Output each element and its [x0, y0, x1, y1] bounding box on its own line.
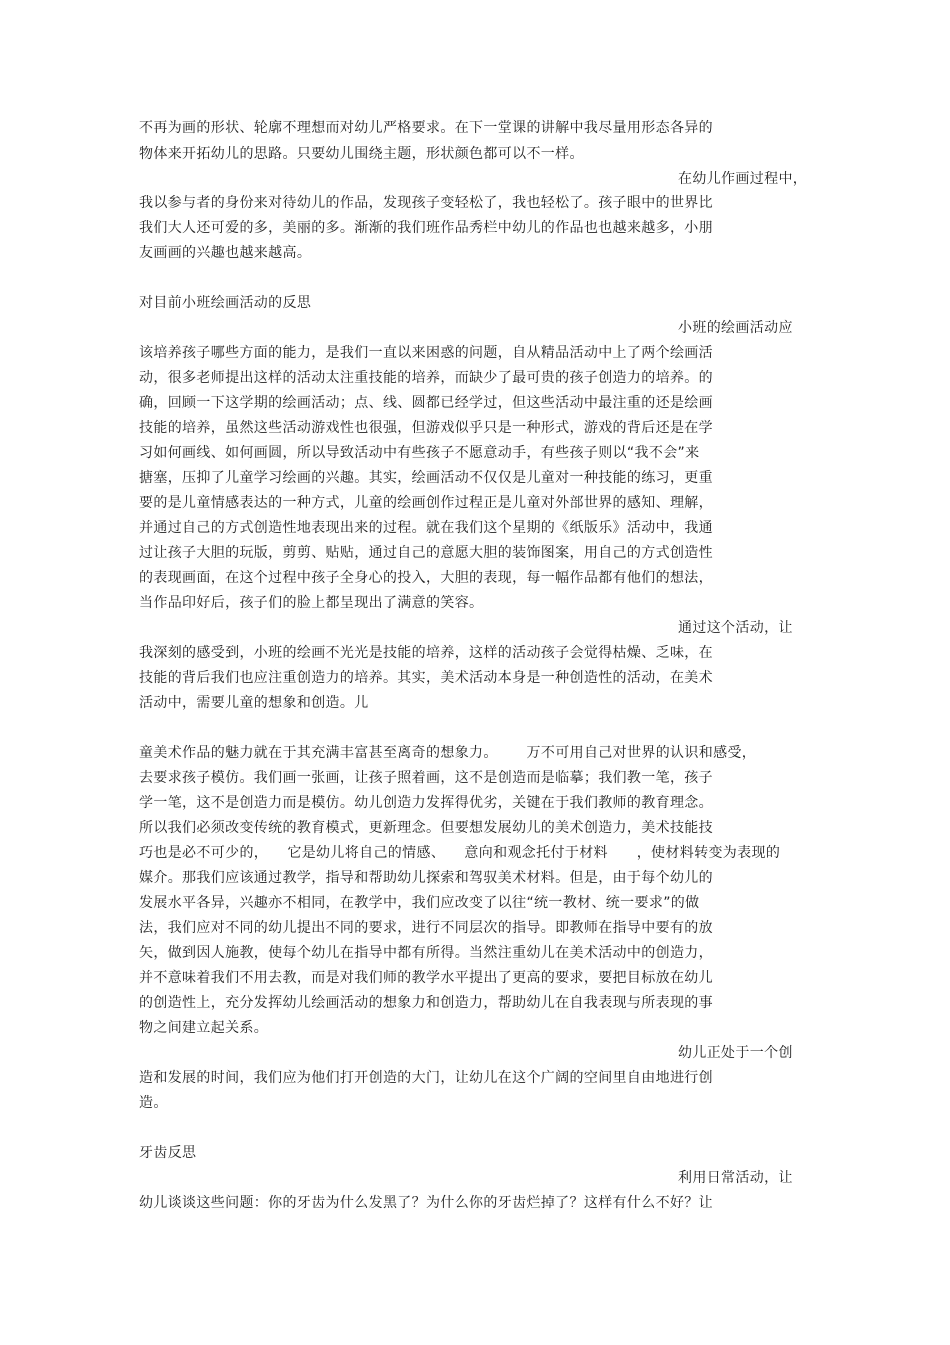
text-line: 活动中，需要儿童的想象和创造。儿	[139, 695, 369, 711]
text-line: 当作品印好后，孩子们的脸上都呈现出了满意的笑容。	[139, 595, 484, 611]
text-line: 不再为画的形状、轮廓不理想而对幼儿严格要求。在下一堂课的讲解中我尽量用形态各异的	[139, 120, 713, 136]
text-line: 确，回顾一下这学期的绘画活动；点、线、圆都已经学过，但这些活动中最注重的还是绘画	[139, 395, 713, 411]
text-line: 并通过自己的方式创造性地表现出来的过程。就在我们这个星期的《纸版乐》活动中，我通	[139, 520, 713, 536]
text-line: 我深刻的感受到，小班的绘画不光光是技能的培养，这样的活动孩子会觉得枯燥、乏味，在	[139, 645, 713, 661]
text-line: 友画画的兴趣也越来越高。	[139, 245, 312, 261]
text-line: 幼儿谈谈这些问题：你的牙齿为什么发黑了？为什么你的牙齿烂掉了？这样有什么不好？让	[139, 1195, 713, 1211]
text-line: 幼儿正处于一个创	[678, 1045, 793, 1061]
section-heading: 牙齿反思	[139, 1145, 197, 1161]
text-line: 要的是儿童情感表达的一种方式，儿童的绘画创作过程正是儿童对外部世界的感知、理解，	[139, 495, 713, 511]
text-line: 去要求孩子模仿。我们画一张画，让孩子照着画，这不是创造而是临摹；我们教一笔，孩子	[139, 770, 713, 786]
text-line: 动，很多老师提出这样的活动太注重技能的培养，而缺少了最可贵的孩子创造力的培养。的	[139, 370, 713, 386]
text-line: 通过这个活动，让	[678, 620, 793, 636]
text-line: 发展水平各异，兴趣亦不相同，在教学中，我们应改变了以往“统一教材、统一要求”的做	[139, 895, 700, 911]
section-heading: 对目前小班绘画活动的反思	[139, 295, 312, 311]
text-line: 过让孩子大胆的玩版，剪剪、贴贴，通过自己的意愿大胆的装饰图案，用自己的方式创造性	[139, 545, 713, 561]
text-line: 并不意味着我们不用去教，而是对我们师的教学水平提出了更高的要求，要把目标放在幼儿	[139, 970, 713, 986]
text-line: 技能的培养，虽然这些活动游戏性也很强，但游戏似乎只是一种形式，游戏的背后还是在学	[139, 420, 713, 436]
text-line: 造和发展的时间，我们应为他们打开创造的大门，让幼儿在这个广阔的空间里自由地进行创	[139, 1070, 713, 1086]
text-line: 技能的背后我们也应注重创造力的培养。其实，美术活动本身是一种创造性的活动，在美术	[139, 670, 713, 686]
text-line: 所以我们必须改变传统的教育模式，更新理念。但要想发展幼儿的美术创造力，美术技能技	[139, 820, 713, 836]
text-line: 的创造性上，充分发挥幼儿绘画活动的想象力和创造力，帮助幼儿在自我表现与所表现的事	[139, 995, 713, 1011]
text-line: 在幼儿作画过程中，	[678, 171, 808, 187]
text-line: 矢，做到因人施教，使每个幼儿在指导中都有所得。当然注重幼儿在美术活动中的创造力，	[139, 945, 713, 961]
text-line: 物之间建立起关系。	[139, 1020, 269, 1036]
text-line: 法，我们应对不同的幼儿提出不同的要求，进行不同层次的指导。即教师在指导中要有的放	[139, 920, 713, 936]
text-line: 学一笔，这不是创造力而是模仿。幼儿创造力发挥得优劣，关键在于我们教师的教育理念。	[139, 795, 713, 811]
text-line: 小班的绘画活动应	[678, 320, 793, 336]
text-line: 巧也是必不可少的， 它是幼儿将自己的情感、 意向和观念托付于材料 ，使材料转变为表现的	[139, 845, 781, 861]
text-line: 童美术作品的魅力就在于其充满丰富甚至离奇的想象力。 万不可用自己对世界的认识和感受，	[139, 745, 757, 761]
text-line: 我们大人还可爱的多，美丽的多。渐渐的我们班作品秀栏中幼儿的作品也也越来越多，小朋	[139, 220, 713, 236]
text-line: 习如何画线、如何画圆，所以导致活动中有些孩子不愿意动手，有些孩子则以“我不会”来	[139, 445, 700, 461]
text-line: 该培养孩子哪些方面的能力，是我们一直以来困惑的问题，自从精品活动中上了两个绘画活	[139, 345, 713, 361]
text-line: 的表现画面，在这个过程中孩子全身心的投入，大胆的表现，每一幅作品都有他们的想法，	[139, 570, 713, 586]
text-line: 物体来开拓幼儿的思路。只要幼儿围绕主题，形状颜色都可以不一样。	[139, 146, 584, 162]
text-line: 造。	[139, 1095, 168, 1111]
text-line: 搪塞，压抑了儿童学习绘画的兴趣。其实，绘画活动不仅仅是儿童对一种技能的练习，更重	[139, 470, 713, 486]
text-line: 媒介。那我们应该通过教学，指导和帮助幼儿探索和驾驭美术材料。但是，由于每个幼儿的	[139, 870, 713, 886]
text-line: 我以参与者的身份来对待幼儿的作品，发现孩子变轻松了，我也轻松了。孩子眼中的世界比	[139, 195, 713, 211]
text-line: 利用日常活动，让	[678, 1170, 793, 1186]
